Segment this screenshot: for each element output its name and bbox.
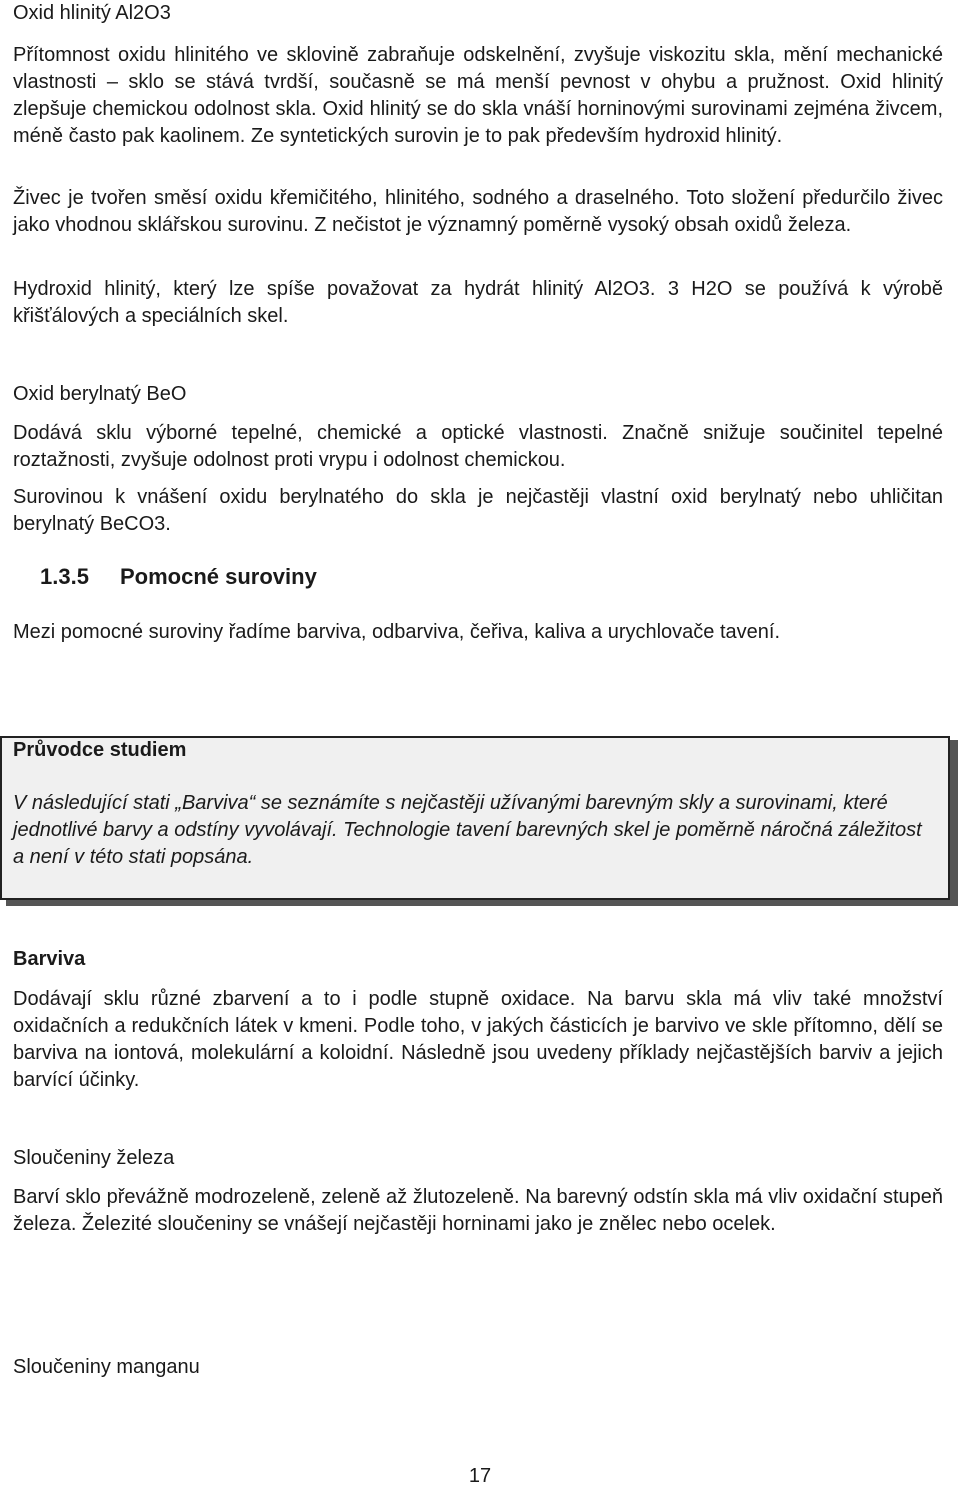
al2o3-text-3: Hydroxid hlinitý, který lze spíše považovat za hydrát hlinitý Al2O3. 3 H2O se používá k výrobě křišťálových a speciálních skel.: [13, 278, 943, 327]
guide-title: Průvodce studiem: [13, 739, 187, 761]
heading-beo: Oxid berylnatý BeO: [13, 383, 187, 405]
al2o3-paragraph-3: [13, 276, 943, 330]
al2o3-text-1: Přítomnost oxidu hlinitého ve sklovině zabraňuje odskelnění, zvyšuje viskozitu skla, mění mechanické vlastnosti – sklo se stává tvrdší, současně se má menší pevnost v ohybu a pružnost. Oxid hlinitý zlepšuje chemickou odolnost skla. Oxid hlinitý se do skla vnáší horninovými surovinami zejména živcem, méně často pak kaolinem. Ze syntetických surovin je to pak především hydroxid hlinitý.: [13, 44, 943, 147]
study-guide-box: [0, 712, 958, 904]
beo-paragraph-2: [13, 484, 943, 538]
al2o3-paragraph-1: [13, 42, 943, 150]
pomocne-text: Mezi pomocné suroviny řadíme barviva, odbarviva, čeřiva, kaliva a urychlovače tavení.: [13, 621, 781, 643]
section-title-text: Pomocné suroviny: [120, 564, 317, 589]
section-title-pomocne: [40, 563, 317, 591]
heading-al2o3: Oxid hlinitý Al2O3: [13, 2, 171, 24]
guide-shadow-bottom: [6, 900, 958, 906]
heading-barviva: Barviva: [13, 948, 86, 970]
heading-mangan: Sloučeniny manganu: [13, 1356, 200, 1378]
beo-text-1: Dodává sklu výborné tepelné, chemické a optické vlastnosti. Značně snižuje součinitel tepelné roztažnosti, zvyšuje odolnost proti vrypu i odolnost chemickou.: [13, 422, 943, 471]
barviva-text: Dodávají sklu různé zbarvení a to i podle stupně oxidace. Na barvu skla má vliv také množství oxidačních a redukčních látek v kmeni. Podle toho, v jakých částicích je barvivo ve skle přítomno, dělí se barviva na iontová, molekulární a koloidní. Následně jsou uvedeny příklady nejčastějších barviv a jejich barvící účinky.: [13, 988, 943, 1091]
guide-shadow-right: [950, 740, 958, 904]
al2o3-text-2: Živec je tvořen směsí oxidu křemičitého, hlinitého, sodného a draselného. Toto složení předurčilo živec jako vhodnou sklářskou surovinu. Z nečistot je významný poměrně vysoký obsah oxidů železa.: [13, 187, 943, 236]
pomocne-paragraph: [13, 620, 943, 645]
al2o3-paragraph-2: [13, 185, 943, 239]
beo-paragraph-1: [13, 420, 943, 474]
barviva-paragraph: [13, 986, 943, 1094]
zelezo-paragraph: [13, 1184, 943, 1238]
beo-text-2: Surovinou k vnášení oxidu berylnatého do skla je nejčastěji vlastní oxid berylnatý nebo uhličitan berylnatý BeCO3.: [13, 486, 943, 535]
page-number: 17: [468, 1465, 492, 1487]
section-number: 1.3.5: [40, 564, 89, 589]
guide-text: V následující stati „Barviva“ se seznámíte s nejčastěji užívanými barevným skly a surovinami, které jednotlivé barvy a odstíny vyvolávají. Technologie tavení barevných skel je poměrně náročná záležitost a není v této stati popsána.: [13, 792, 922, 868]
zelezo-text: Barví sklo převážně modrozeleně, zeleně až žlutozeleně. Na barevný odstín skla má vliv oxidační stupeň železa. Železité sloučeniny se vnášejí nejčastěji horninami jako je znělec nebo ocelek.: [13, 1186, 943, 1235]
heading-zelezo: Sloučeniny železa: [13, 1147, 175, 1169]
